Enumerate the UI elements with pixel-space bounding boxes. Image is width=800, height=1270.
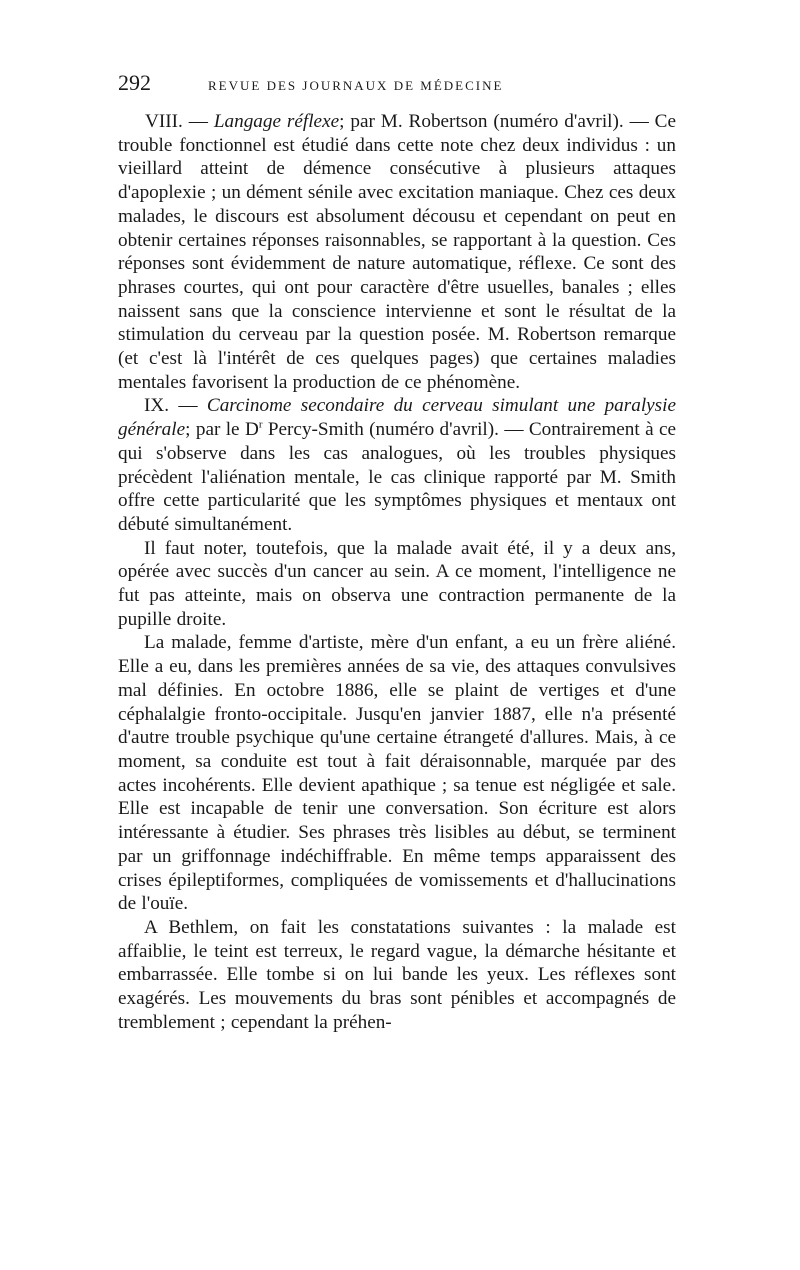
section-ix-title: Carcinome secondaire du cerveau simulant une paralysie générale xyxy=(118,395,676,441)
section-viii-paragraph xyxy=(118,110,676,394)
section-viii-numeral: VIII. — xyxy=(145,111,214,132)
section-ix-text: Percy-Smith (numéro d'avril). — Contrairement à ce qui s'observe dans les cas analogues, où les troubles physiques précèdent l'aliénation mentale, le cas clinique rapporté par M. Smith offre cette particularité que les symptômes physiques et mentaux ont débuté simultanément. xyxy=(118,419,676,535)
paragraph-history: La malade, femme d'artiste, mère d'un enfant, a eu un frère aliéné. Elle a eu, dans les premières années de sa vie, des attaques convulsives mal définies. En octobre 1886, elle se plaint de vertiges et d'une céphalalgie fronto-occipitale. Jusqu'en janvier 1887, elle n'a présenté d'autre trouble psychique qu'une certaine étrangeté d'allures. Mais, à ce moment, sa conduite est tout à fait déraisonnable, marquée par des actes incohérents. Elle devient apathique ; sa tenue est négligée et sale. Elle est incapable de tenir une conversation. Son écriture est alors intéressante à étudier. Ses phrases très lisibles au début, se terminent par un griffonnage indéchiffrable. En même temps apparaissent des crises épileptiformes, compliquées de vomissements et d'hallucinations de l'ouïe. xyxy=(118,632,676,915)
section-ix-author-prefix: ; par le D xyxy=(185,419,259,441)
article-body xyxy=(118,110,676,1034)
paragraph-bethlem: A Bethlem, on fait les constatations suivantes : la malade est affaiblie, le teint est terreux, le regard vague, la démarche hésitante et embarrassée. Elle tombe si on lui bande les yeux. Les réflexes sont exagérés. Les mouvements du bras sont pénibles et accompagnés de tremblement ; cependant la préhen- xyxy=(118,916,676,1033)
paragraph-pupil: Il faut noter, toutefois, que la malade avait été, il y a deux ans, opérée avec succès d'un cancer au sein. A ce moment, l'intelligence ne fut pas atteinte, mais on observa une contraction permanente de la pupille droite. xyxy=(118,537,676,630)
page-number: 292 xyxy=(118,70,151,95)
section-ix-paragraph xyxy=(118,394,676,536)
section-viii-title: Langage réflexe xyxy=(213,111,340,132)
section-ix-numeral: IX. — xyxy=(144,395,207,417)
journal-title: REVUE DES JOURNAUX DE MÉDECINE xyxy=(208,78,504,93)
page xyxy=(118,70,676,1034)
running-head xyxy=(118,70,676,106)
section-viii-text: ; par M. Robertson (numéro d'avril). — Ce trouble fonctionnel est étudié dans cette note chez deux individus : un vieillard atteint de démence consécutive à plusieurs attaques d'apoplexie ; un dément sénile avec excitation maniaque. Chez ces deux malades, le discours est absolument décousu et cependant on peut en obtenir certaines réponses raisonnables, se rapportant à la question. Ces réponses sont évidemment de nature automatique, réflexe. Ce sont des phrases courtes, qui ont pour caractère d'être usuelles, banales ; elles naissent sans que la conscience intervienne et sont le résultat de la stimulation du cerveau par la question posée. M. Robertson remarque (et c'est là l'intérêt de ces quelques pages) que certaines maladies mentales favorisent la production de ce phénomène. xyxy=(118,111,677,393)
section-ix-author-sup: r xyxy=(258,418,263,431)
